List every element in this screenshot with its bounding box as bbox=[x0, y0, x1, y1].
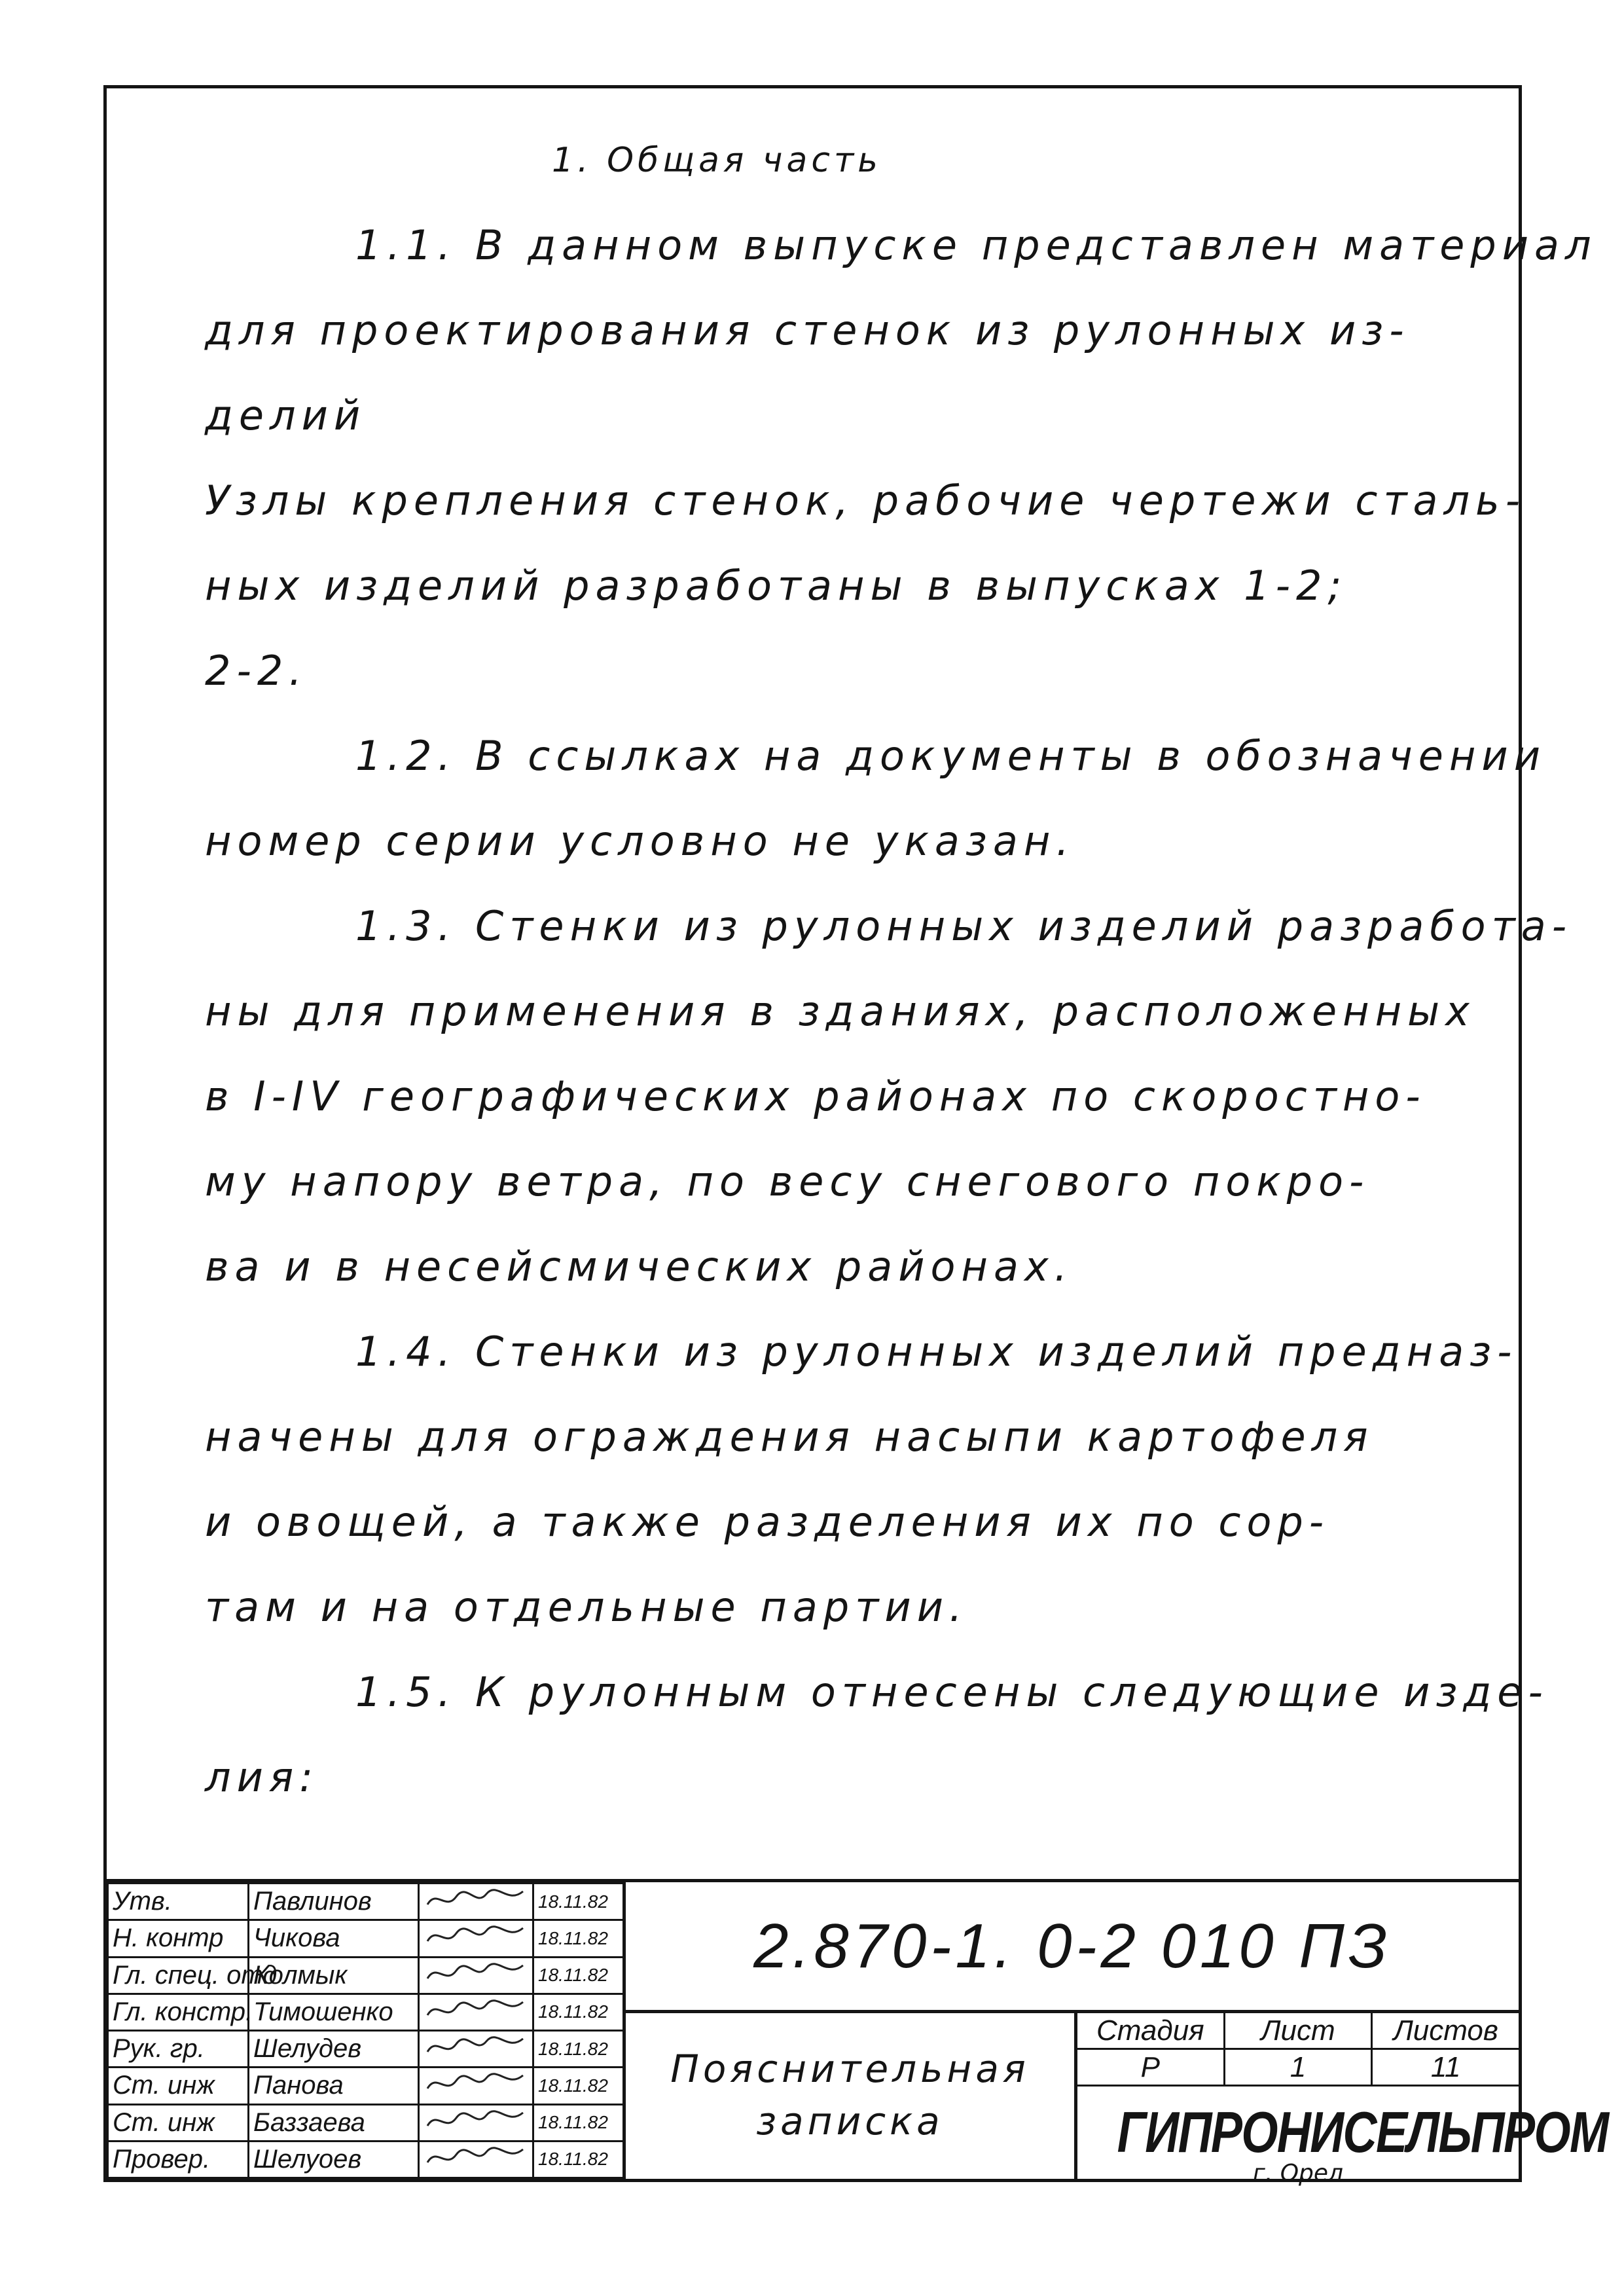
signature-name: Колмык bbox=[249, 1957, 419, 1994]
signature-role: Гл. констр. bbox=[108, 1994, 249, 2030]
text-line: 1.3. Стенки из рулонных изделий разработа- bbox=[355, 902, 1573, 950]
sheets-value: 11 bbox=[1430, 2051, 1461, 2083]
text-line: делий bbox=[205, 392, 367, 439]
text-line: му напору ветра, по весу снегового покро- bbox=[205, 1157, 1370, 1205]
text-line: номер серии условно не указан. bbox=[205, 817, 1075, 865]
section-title: 1. Общая часть bbox=[552, 141, 882, 180]
signature-name: Чикова bbox=[249, 1920, 419, 1957]
signature-name: Шелуоев bbox=[249, 2141, 419, 2178]
signature-date: 18.11.82 bbox=[533, 2104, 624, 2141]
text-line: 2-2. bbox=[205, 647, 308, 695]
stage-header-row bbox=[1077, 2013, 1519, 2050]
signature-row bbox=[108, 1884, 624, 1920]
signature-name: Павлинов bbox=[249, 1884, 419, 1920]
text-line: и овощей, а также разделения их по сор- bbox=[205, 1498, 1330, 1546]
signature-name: Баззаева bbox=[249, 2104, 419, 2141]
text-line: начены для ограждения насыпи картофеля bbox=[205, 1413, 1374, 1461]
text-line: там и на отдельные партии. bbox=[205, 1583, 968, 1631]
text-line: для проектирования стенок из рулонных из- bbox=[205, 306, 1410, 354]
text-line: 1.4. Стенки из рулонных изделий предназ- bbox=[355, 1328, 1518, 1376]
text-line: Узлы крепления стенок, рабочие чертежи сталь- bbox=[205, 477, 1526, 524]
stage-block bbox=[1074, 2013, 1608, 2187]
signature-name: Панова bbox=[249, 2068, 419, 2104]
handwritten-signature bbox=[419, 1994, 533, 2030]
signature-table bbox=[107, 1882, 624, 2179]
handwritten-signature bbox=[419, 1884, 533, 1920]
handwritten-signature bbox=[419, 2141, 533, 2178]
stage-value: Р bbox=[1077, 2050, 1225, 2085]
handwritten-signature bbox=[419, 2031, 533, 2068]
text-line: 1.1. В данном выпуске представлен материал bbox=[355, 221, 1597, 269]
signature-row bbox=[108, 1957, 624, 1994]
document-code: 2.870-1. 0-2 010 ПЗ bbox=[623, 1882, 1519, 2013]
document-body bbox=[205, 118, 1597, 1820]
signature-date: 18.11.82 bbox=[533, 2141, 624, 2178]
signature-date: 18.11.82 bbox=[533, 1994, 624, 2030]
sheets-header: Листов bbox=[1393, 2014, 1498, 2047]
stage-value-row bbox=[1077, 2050, 1519, 2086]
signature-name: Шелудев bbox=[249, 2031, 419, 2068]
signature-date: 18.11.82 bbox=[533, 1884, 624, 1920]
signature-date: 18.11.82 bbox=[533, 1920, 624, 1957]
document-name-line2: записка bbox=[756, 2099, 944, 2143]
signature-row bbox=[108, 1920, 624, 1957]
signature-date: 18.11.82 bbox=[533, 2068, 624, 2104]
sheet-value: 1 bbox=[1225, 2050, 1373, 2085]
signature-role: Утв. bbox=[108, 1884, 249, 1920]
signature-name: Тимошенко bbox=[249, 1994, 419, 2030]
text-line: 1.5. К рулонным отнесены следующие изде- bbox=[355, 1668, 1549, 1716]
handwritten-signature bbox=[419, 2104, 533, 2141]
signature-role: Гл. спец. отд bbox=[108, 1957, 249, 1994]
signature-row bbox=[108, 2068, 624, 2104]
handwritten-signature bbox=[419, 2068, 533, 2104]
signature-date: 18.11.82 bbox=[533, 2031, 624, 2068]
signature-row bbox=[108, 2031, 624, 2068]
document-name-line1: Пояснительная bbox=[670, 2047, 1030, 2091]
organization-name: ГИПРОНИСЕЛЬПРОМ bbox=[1117, 2100, 1608, 2164]
sheet-header: Лист bbox=[1225, 2013, 1373, 2048]
title-block bbox=[107, 1879, 1608, 2187]
text-line: ва и в несейсмических районах. bbox=[205, 1243, 1074, 1290]
document-name bbox=[623, 2013, 1074, 2179]
organization-city: г. Орел bbox=[1252, 2160, 1344, 2187]
handwritten-signature bbox=[419, 1957, 533, 1994]
signature-role: Ст. инж bbox=[108, 2104, 249, 2141]
signature-row bbox=[108, 1994, 624, 2030]
text-line: ных изделий разработаны в выпусках 1-2; bbox=[205, 562, 1348, 610]
drawing-sheet bbox=[103, 85, 1608, 2187]
text-line: 1.2. В ссылках на документы в обозначении bbox=[355, 732, 1547, 780]
text-line: в I-IV географических районах по скоростно- bbox=[205, 1072, 1426, 1120]
signature-row bbox=[108, 2104, 624, 2141]
signature-row bbox=[108, 2141, 624, 2178]
signature-role: Провер. bbox=[108, 2141, 249, 2178]
signature-role: Н. контр bbox=[108, 1920, 249, 1957]
signature-role: Рук. гр. bbox=[108, 2031, 249, 2068]
handwritten-signature bbox=[419, 1920, 533, 1957]
text-line: ны для применения в зданиях, расположенных bbox=[205, 987, 1475, 1035]
signature-role: Ст. инж bbox=[108, 2068, 249, 2104]
signature-date: 18.11.82 bbox=[533, 1957, 624, 1994]
stage-header: Стадия bbox=[1077, 2013, 1225, 2048]
text-line: лия: bbox=[205, 1753, 319, 1801]
